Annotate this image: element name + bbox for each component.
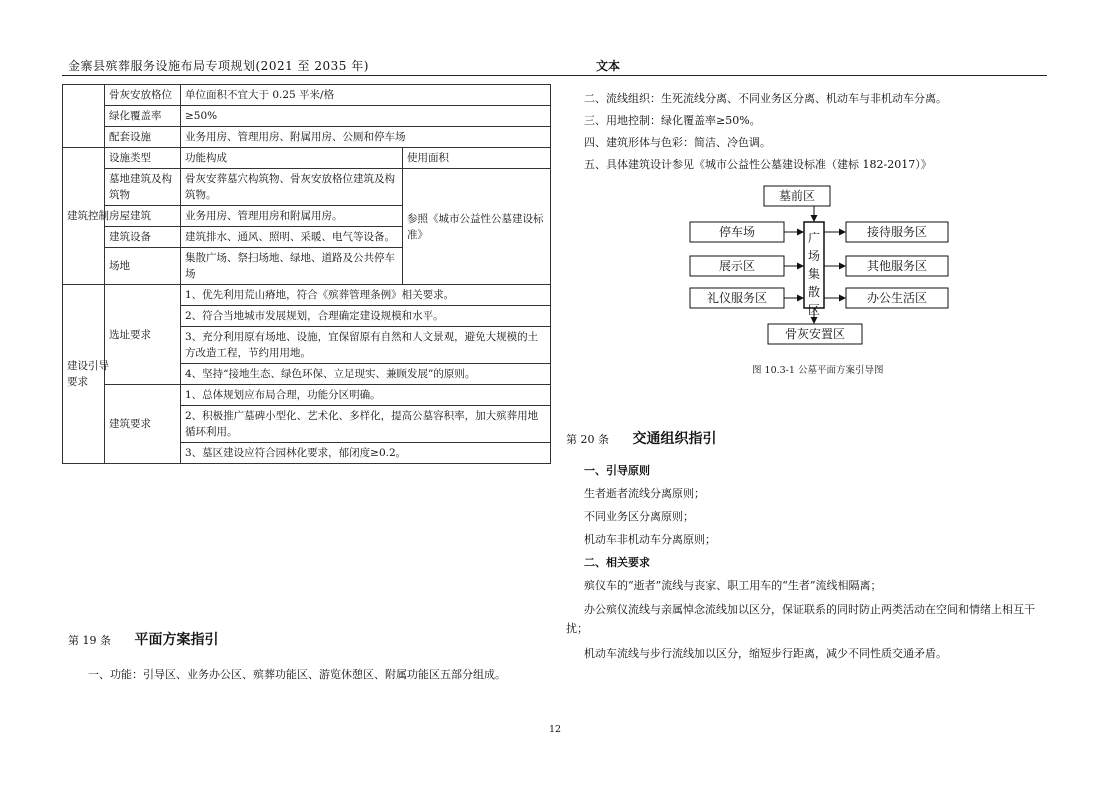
building-requirement: 3、墓区建设应符合园林化要求，郁闭度≥0.2。 [181,443,551,464]
table-value: 业务用房、管理用房、附属用房、公厕和停车场 [181,127,551,148]
label-ceremony-service: 礼仪服务区 [706,291,768,305]
section-label: 文本 [596,59,621,73]
facility-type: 墓地建筑及构筑物 [105,169,181,206]
facility-function: 集散广场、祭扫场地、绿地、道路及公共停车场 [181,248,403,285]
article-number: 第 19 条 [68,634,111,647]
cemetery-layout-diagram [686,184,956,346]
table-header: 设施类型 [105,148,181,169]
label-reception: 接待服务区 [866,225,928,239]
table-header: 使用面积 [403,148,551,169]
article-19-item-1: 一、功能：引导区、业务办公区、殡葬功能区、游览休憩区、附属功能区五部分组成。 [88,668,506,681]
planning-spec-table [62,84,551,464]
table-row [63,285,551,306]
facility-function: 业务用房、管理用房和附属用房。 [181,206,403,227]
table-row [63,127,551,148]
article-number: 第 20 条 [566,433,609,446]
site-requirement: 1、优先利用荒山瘠地，符合《殡葬管理条例》相关要求。 [181,285,551,306]
site-requirement: 4、坚持“接地生态、绿色环保、立足现实、兼顾发展”的原则。 [181,364,551,385]
label-other-services: 其他服务区 [866,259,928,273]
article-title: 交通组织指引 [632,431,717,447]
facility-type: 房屋建筑 [105,206,181,227]
site-requirements-label: 选址要求 [105,285,181,385]
principle-item: 不同业务区分离原则； [584,510,694,523]
label-central-plaza [808,230,820,317]
label-exhibition: 展示区 [718,259,756,273]
right-item-2: 二、流线组织：生死流线分离、不同业务区分离、机动车与非机动车分离。 [584,92,947,105]
guiding-principles-heading: 一、引导原则 [584,464,650,477]
right-item-4: 四、建筑形体与色彩：简洁、冷色调。 [584,136,771,149]
table-value: ≥50% [181,106,551,127]
table-row [63,148,551,169]
table-value: 单位面积不宜大于 0.25 平米/格 [181,85,551,106]
central-plaza-char: 集 [807,267,821,281]
central-plaza-char: 区 [807,303,821,317]
table-cell-empty [63,85,105,148]
table-row [63,85,551,106]
central-plaza-char: 散 [807,285,821,299]
facility-type: 场地 [105,248,181,285]
requirement-item: 殡仪车的“逝者”流线与丧家、职工用车的“生者”流线相隔离； [584,579,882,592]
area-reference: 参照《城市公益性公墓建设标准》 [403,169,551,285]
article-20-heading [566,428,717,448]
central-plaza-char: 广 [807,231,821,245]
table-label: 骨灰安放格位 [105,85,181,106]
site-requirement: 3、充分利用原有场地、设施，宜保留原有自然和人文景观，避免大规模的土方改造工程，节约用用地。 [181,327,551,364]
category-building-control: 建筑控制 [63,148,105,285]
table-row [63,385,551,406]
facility-function: 骨灰安葬墓穴构筑物、骨灰安放格位建筑及构筑物。 [181,169,403,206]
article-19-heading [68,629,219,649]
building-requirement: 2、积极推广墓碑小型化、艺术化、多样化，提高公墓容积率，加大殡葬用地循环利用。 [181,406,551,443]
table-header: 功能构成 [181,148,403,169]
table-row [63,106,551,127]
label-ash-placement: 骨灰安置区 [784,327,846,341]
page-number: 12 [549,724,562,735]
building-requirement: 1、总体规划应布局合理，功能分区明确。 [181,385,551,406]
table-label: 绿化覆盖率 [105,106,181,127]
category-construction-guidance: 建设引导要求 [63,285,105,464]
requirement-item: 办公殡仪流线与亲属悼念流线加以区分，保证联系的同时防止两类活动在空间和情绪上相互干扰； [566,603,1035,635]
table-label: 配套设施 [105,127,181,148]
facility-type: 建筑设备 [105,227,181,248]
document-title: 金寨县殡葬服务设施布局专项规划(2021 至 2035 年) [68,59,369,73]
requirements-heading: 二、相关要求 [584,556,650,569]
building-requirements-label: 建筑要求 [105,385,181,464]
principle-item: 生者逝者流线分离原则； [584,487,705,500]
label-parking: 停车场 [718,225,756,239]
label-office-living: 办公生活区 [866,291,928,305]
facility-function: 建筑排水、通风、照明、采暖、电气等设备。 [181,227,403,248]
right-item-3: 三、用地控制：绿化覆盖率≥50%。 [584,114,761,127]
principle-item: 机动车非机动车分离原则； [584,533,716,546]
central-plaza-char: 场 [807,249,821,263]
right-item-5: 五、具体建筑设计参见《城市公益性公墓建设标准（建标 182-2017）》 [584,158,932,171]
site-requirement: 2、符合当地城市发展规划，合理确定建设规模和水平。 [181,306,551,327]
requirement-item: 机动车流线与步行流线加以区分，缩短步行距离，减少不同性质交通矛盾。 [584,647,947,660]
table-row [63,169,551,206]
article-title: 平面方案指引 [134,632,219,648]
diagram-caption: 图 10.3-1 公墓平面方案引导图 [752,365,884,376]
header-divider [62,75,1047,76]
label-front-area: 墓前区 [778,189,816,203]
